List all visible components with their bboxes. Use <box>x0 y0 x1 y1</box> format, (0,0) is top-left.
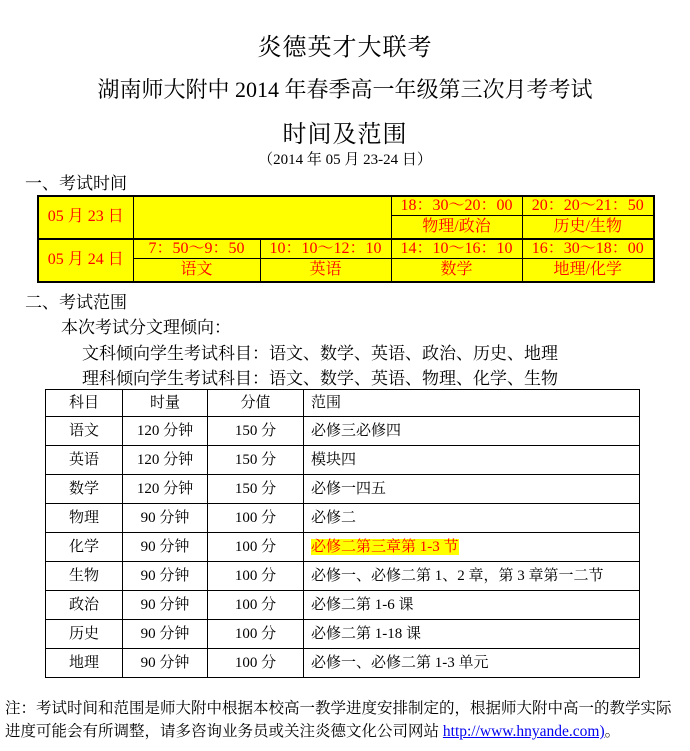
schedule-date-cell: 05 月 24 日 <box>38 239 133 282</box>
scope-cell-range: 必修一、必修二第 1-3 单元 <box>304 649 640 678</box>
header-score: 分值 <box>208 390 304 417</box>
table-row <box>46 562 640 591</box>
schedule-time-cell: 20：20～21：50 <box>522 196 654 216</box>
table-row <box>46 417 640 446</box>
table-header-row <box>46 390 640 417</box>
highlighted-scope-text: 必修二第三章第 1-3 节 <box>311 539 459 555</box>
scope-cell-score: 100 分 <box>208 649 304 678</box>
scope-cell-score: 100 分 <box>208 591 304 620</box>
schedule-subject-cell: 语文 <box>133 259 260 282</box>
section-title: 时间及范围 <box>282 122 408 148</box>
table-row <box>46 475 640 504</box>
scope-cell-score: 100 分 <box>208 562 304 591</box>
scope-cell-score: 150 分 <box>208 417 304 446</box>
scope-cell-subject: 数学 <box>46 475 123 504</box>
scope-cell-duration: 90 分钟 <box>123 591 208 620</box>
scope-table-body <box>46 417 640 678</box>
scope-cell-subject: 生物 <box>46 562 123 591</box>
table-row <box>46 620 640 649</box>
scope-cell-duration: 90 分钟 <box>123 533 208 562</box>
scope-cell-score: 150 分 <box>208 446 304 475</box>
scope-cell-subject: 历史 <box>46 620 123 649</box>
scope-cell-duration: 120 分钟 <box>123 417 208 446</box>
scope-cell-subject: 语文 <box>46 417 123 446</box>
scope-cell-range: 必修三必修四 <box>304 417 640 446</box>
scope-cell-range: 必修一四五 <box>304 475 640 504</box>
science-subjects-line: 理科倾向学生考试科目：语文、数学、英语、物理、化学、生物 <box>82 369 558 388</box>
scope-cell-range: 必修一、必修二第 1、2 章，第 3 章第一二节 <box>304 562 640 591</box>
scope-cell-score: 100 分 <box>208 504 304 533</box>
sub-title: 湖南师大附中 2014 年春季高一年级第三次月考考试 <box>97 77 593 102</box>
footnote <box>5 697 686 743</box>
exam-scope-heading: 二、考试范围 <box>25 293 127 312</box>
website-link[interactable]: http://www.hnyande.com) <box>442 723 605 740</box>
scope-cell-duration: 90 分钟 <box>123 504 208 533</box>
scope-cell-range: 必修二 <box>304 504 640 533</box>
scope-cell-score: 100 分 <box>208 620 304 649</box>
header-duration: 时量 <box>123 390 208 417</box>
scope-cell-subject: 物理 <box>46 504 123 533</box>
scope-cell-range: 必修二第 1-6 课 <box>304 591 640 620</box>
schedule-subject-cell: 物理/政治 <box>391 216 522 239</box>
schedule-time-cell: 18：30～20：00 <box>391 196 522 216</box>
exam-time-heading: 一、考试时间 <box>25 174 127 193</box>
arts-subjects-line: 文科倾向学生考试科目：语文、数学、英语、政治、历史、地理 <box>82 344 558 363</box>
main-title: 炎德英才大联考 <box>257 35 433 61</box>
schedule-subject-cell: 英语 <box>260 259 391 282</box>
scope-cell-subject: 政治 <box>46 591 123 620</box>
table-row <box>46 533 640 562</box>
scope-cell-duration: 90 分钟 <box>123 649 208 678</box>
date-note: （2014 年 05 月 23-24 日） <box>258 152 432 168</box>
footnote-closing: 。 <box>604 723 621 740</box>
schedule-time-cell: 14：10～16：10 <box>391 239 522 259</box>
table-row <box>46 504 640 533</box>
schedule-subject-cell: 地理/化学 <box>522 259 654 282</box>
header-subject: 科目 <box>46 390 123 417</box>
exam-scope-table <box>45 389 640 678</box>
scope-cell-range: 模块四 <box>304 446 640 475</box>
schedule-time-cell: 16：30～18：00 <box>522 239 654 259</box>
scope-intro-line: 本次考试分文理倾向： <box>61 318 231 337</box>
scope-cell-subject: 英语 <box>46 446 123 475</box>
scope-cell-range: 必修二第 1-18 课 <box>304 620 640 649</box>
scope-cell-duration: 120 分钟 <box>123 475 208 504</box>
schedule-date-cell: 05 月 23 日 <box>38 196 133 239</box>
scope-cell-subject: 地理 <box>46 649 123 678</box>
scope-cell-duration: 90 分钟 <box>123 620 208 649</box>
scope-cell-subject: 化学 <box>46 533 123 562</box>
table-row <box>46 649 640 678</box>
scope-cell-duration: 120 分钟 <box>123 446 208 475</box>
footnote-text: 注：考试时间和范围是师大附中根据本校高一教学进度安排制定的，根据师大附中高一的教学实际进度可能会有所调整，请多咨询业务员或关注炎德文化公司网站 <box>5 700 672 740</box>
exam-schedule-table <box>37 195 655 283</box>
scope-cell-duration: 90 分钟 <box>123 562 208 591</box>
schedule-subject-cell: 数学 <box>391 259 522 282</box>
schedule-subject-cell: 历史/生物 <box>522 216 654 239</box>
schedule-empty-cell <box>133 196 391 239</box>
scope-cell-score: 100 分 <box>208 533 304 562</box>
schedule-time-cell: 10：10～12：10 <box>260 239 391 259</box>
table-row <box>38 239 654 259</box>
table-row <box>46 591 640 620</box>
table-row <box>38 196 654 216</box>
scope-cell-score: 150 分 <box>208 475 304 504</box>
schedule-time-cell: 7：50～9：50 <box>133 239 260 259</box>
header-scope: 范围 <box>304 390 640 417</box>
table-row <box>46 446 640 475</box>
scope-cell-range <box>304 533 640 562</box>
